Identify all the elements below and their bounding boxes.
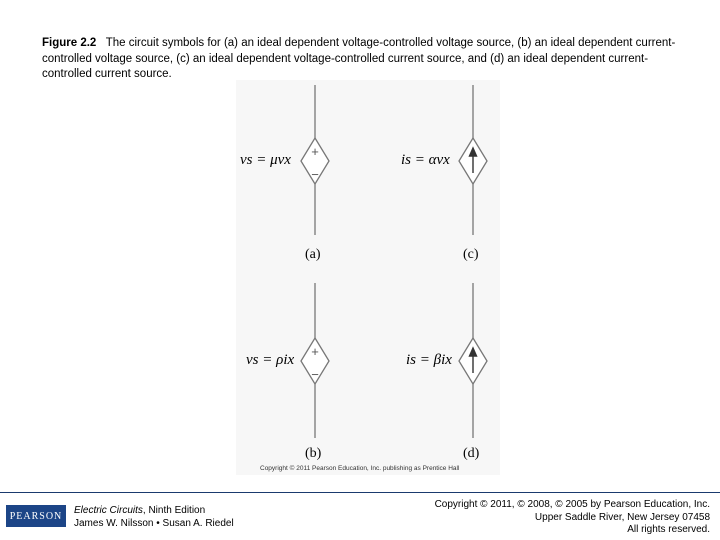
caption-text: The circuit symbols for (a) an ideal dependent voltage-controlled voltage source, (b) an ideal dependent current-controlled voltage source, (c) an ideal dependent voltage-controlled current source, and (d) an ideal dependent current-controlled current source.: [42, 37, 676, 80]
equation-b: vs = ρix: [246, 352, 295, 368]
footer-divider: [0, 492, 720, 493]
book-title-line: [74, 504, 234, 517]
panel-label-d: (d): [463, 446, 480, 461]
equation-d: is = βix: [406, 352, 452, 368]
footer-copyright: [435, 499, 710, 537]
figure-caption: [42, 36, 692, 83]
circuit-symbols-drawing: [236, 80, 500, 475]
equation-c: is = αvx: [401, 152, 450, 168]
book-authors: James W. Nilsson • Susan A. Riedel: [74, 518, 234, 529]
copyright-line: Upper Saddle River, New Jersey 07458: [534, 511, 710, 523]
panel-label-a: (a): [305, 247, 321, 262]
plus-sign-b: +: [311, 344, 319, 359]
panel-label-b: (b): [305, 446, 322, 461]
plus-sign-a: +: [311, 144, 319, 159]
pearson-logo: PEARSON: [6, 505, 66, 527]
copyright-line: Copyright © 2011, © 2008, © 2005 by Pearson Education, Inc.: [434, 499, 710, 510]
book-edition: , Ninth Edition: [142, 505, 206, 516]
book-info: [74, 504, 234, 530]
equation-a: vs = μvx: [240, 152, 291, 168]
figure-copyright: Copyright © 2011 Pearson Education, Inc. publishing as Prentice Hall: [260, 465, 460, 472]
minus-sign-a: −: [311, 167, 319, 182]
book-title: Electric Circuits: [74, 505, 143, 516]
circuit-symbols-figure: [236, 80, 500, 475]
figure-label: Figure 2.2: [42, 37, 97, 49]
copyright-line: All rights reserved.: [627, 524, 710, 535]
minus-sign-b: −: [311, 367, 319, 382]
panel-label-c: (c): [463, 247, 479, 262]
